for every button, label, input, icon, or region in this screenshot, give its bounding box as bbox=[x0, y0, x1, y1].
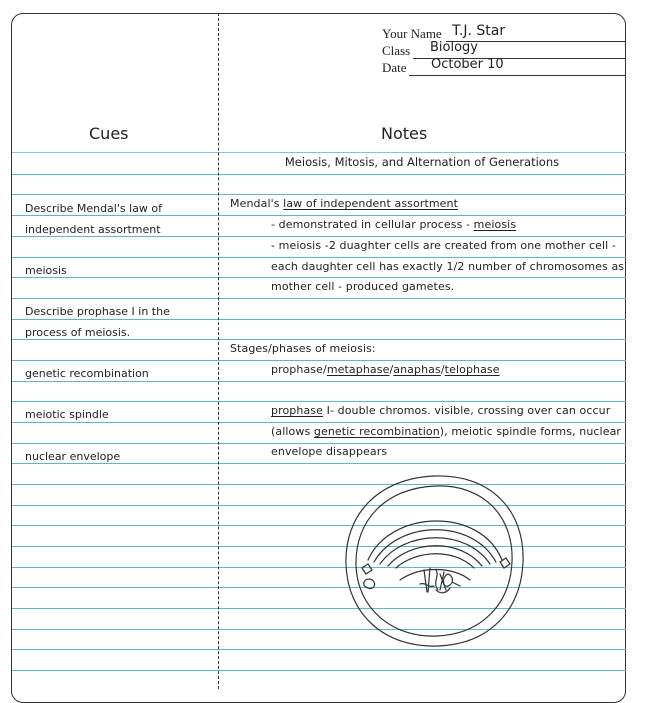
note-underlined: law of independent assortment bbox=[283, 197, 459, 210]
note-text: Mendal's bbox=[230, 197, 284, 210]
ruled-line bbox=[12, 215, 626, 216]
ruled-line bbox=[12, 319, 626, 320]
chromosome bbox=[444, 574, 461, 586]
note-line bbox=[271, 363, 500, 376]
ruled-line bbox=[12, 339, 626, 340]
ruled-line bbox=[12, 401, 626, 402]
note-text: ), meiotic spindle forms, nuclear bbox=[439, 425, 622, 438]
note-text: I- double chromos. visible, crossing over can occur bbox=[323, 404, 611, 417]
ruled-line bbox=[12, 360, 626, 361]
ruled-line bbox=[12, 463, 626, 464]
class-value: Biology bbox=[430, 40, 478, 55]
note-text: / bbox=[389, 363, 394, 376]
cue-text: Describe Mendal's law of bbox=[25, 202, 162, 215]
ruled-line bbox=[12, 546, 626, 547]
note-underlined: metaphase bbox=[326, 363, 390, 376]
chromosome bbox=[424, 568, 446, 592]
cues-title: Cues bbox=[89, 124, 129, 143]
page-outline bbox=[11, 13, 626, 703]
spindle-fiber bbox=[396, 554, 474, 568]
notes-title: Notes bbox=[381, 124, 428, 143]
topic-title: Meiosis, Mitosis, and Alternation of Generations bbox=[284, 155, 560, 169]
ruled-line bbox=[12, 422, 626, 423]
note-line: each daughter cell has exactly 1/2 number of chromosomes as bbox=[271, 260, 625, 273]
ruled-line bbox=[12, 649, 626, 650]
class-label: Class bbox=[382, 43, 411, 58]
name-label: Your Name bbox=[382, 26, 442, 41]
note-line: envelope disappears bbox=[271, 445, 388, 458]
ruled-line bbox=[12, 381, 626, 382]
ruled-line bbox=[12, 587, 626, 588]
centriole bbox=[362, 564, 372, 574]
note-underlined: prophase bbox=[271, 404, 323, 417]
note-line bbox=[230, 197, 458, 210]
ruled-line bbox=[12, 505, 626, 506]
ruled-line bbox=[12, 608, 626, 609]
cue-text: genetic recombination bbox=[25, 367, 149, 380]
note-underlined: genetic recombination bbox=[313, 425, 440, 438]
ruled-line bbox=[12, 443, 626, 444]
nucleolus-sketch bbox=[364, 579, 375, 589]
cue-text: Describe prophase I in the bbox=[25, 305, 170, 318]
note-text: (allows bbox=[271, 425, 314, 438]
cell-sketch bbox=[340, 470, 530, 650]
cue-text: meiotic spindle bbox=[25, 408, 109, 421]
cue-text: meiosis bbox=[25, 264, 67, 277]
date-label: Date bbox=[382, 60, 407, 75]
note-line: - meiosis -2 duaghter cells are created from one mother cell - bbox=[271, 239, 616, 252]
date-value: October 10 bbox=[431, 57, 504, 72]
date-line bbox=[409, 75, 626, 76]
column-divider bbox=[218, 13, 219, 689]
name-value: T.J. Star bbox=[452, 23, 506, 39]
ruled-line bbox=[12, 298, 626, 299]
note-text: / bbox=[440, 363, 445, 376]
ruled-line bbox=[12, 670, 626, 671]
cue-text: independent assortment bbox=[25, 223, 161, 236]
spindle-fiber bbox=[400, 570, 470, 581]
note-underlined: anaphas bbox=[393, 363, 441, 376]
note-line bbox=[271, 425, 621, 438]
ruled-line bbox=[12, 629, 626, 630]
note-line bbox=[271, 404, 610, 417]
ruled-line bbox=[12, 277, 626, 278]
ruled-line bbox=[12, 484, 626, 485]
ruled-line bbox=[12, 152, 626, 153]
ruled-line bbox=[12, 567, 626, 568]
cell-inner-membrane bbox=[356, 486, 512, 636]
note-text: / bbox=[323, 363, 327, 376]
cue-text: nuclear envelope bbox=[25, 450, 121, 463]
cell-outer-membrane bbox=[346, 476, 523, 646]
cue-text: process of meiosis. bbox=[25, 326, 131, 339]
ruled-line bbox=[12, 257, 626, 258]
note-underlined: telophase bbox=[444, 363, 500, 376]
ruled-line bbox=[12, 236, 626, 237]
note-line bbox=[271, 218, 516, 231]
note-text: - demonstrated in cellular process - bbox=[271, 218, 474, 231]
note-line: mother cell - produced gametes. bbox=[271, 280, 455, 293]
note-line: Stages/phases of meiosis: bbox=[230, 342, 376, 355]
ruled-line bbox=[12, 194, 626, 195]
spindle-fiber bbox=[380, 538, 490, 564]
ruled-line bbox=[12, 174, 626, 175]
note-text: prophase bbox=[271, 363, 323, 376]
note-underlined: meiosis bbox=[473, 218, 517, 231]
ruled-line bbox=[12, 525, 626, 526]
